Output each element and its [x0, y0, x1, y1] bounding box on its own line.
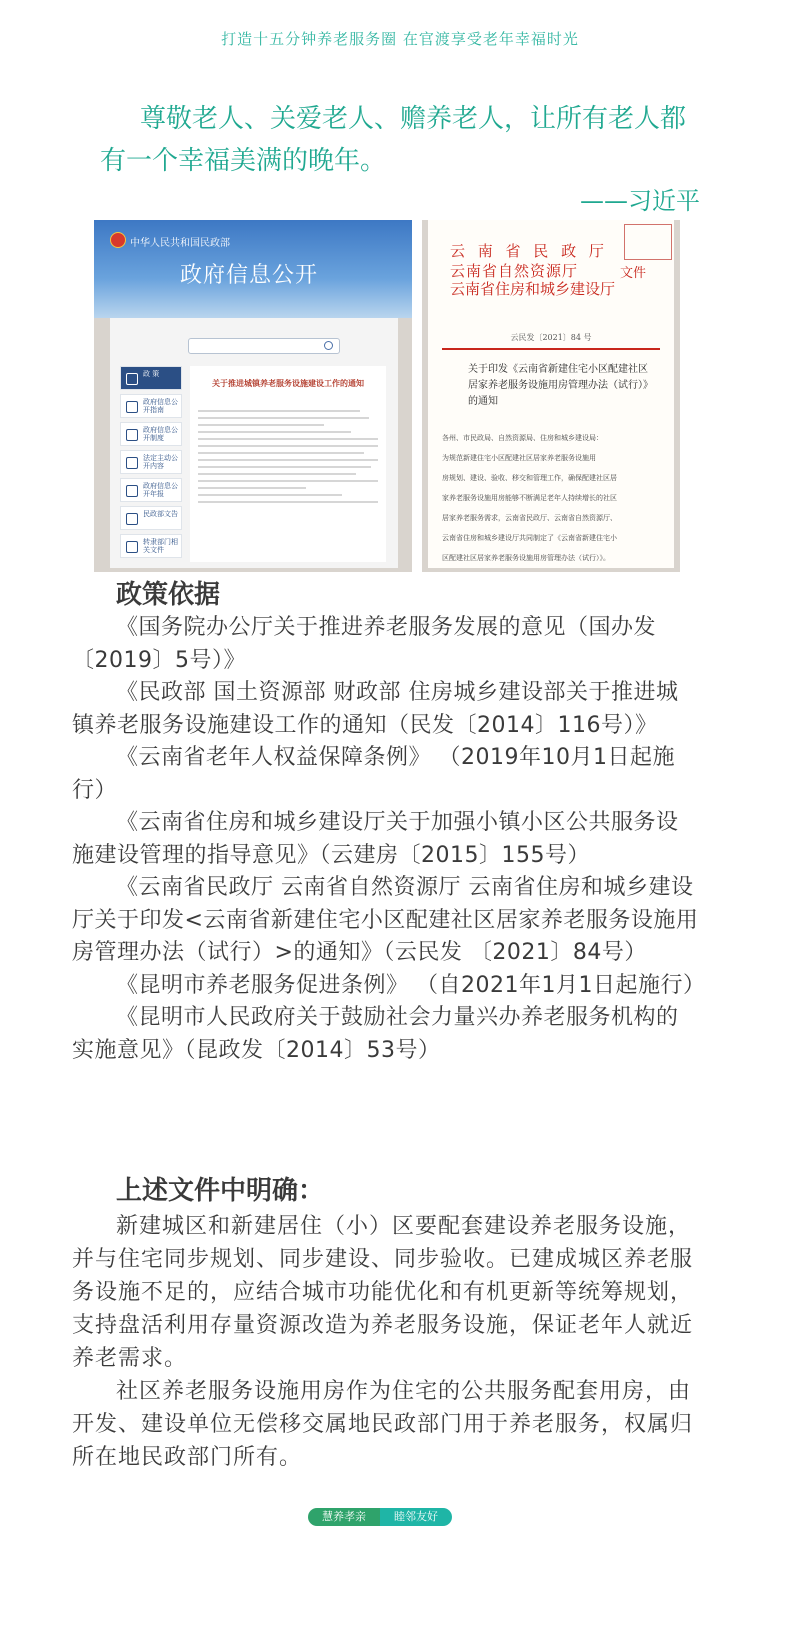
- document-line: 为规范新建住宅小区配建社区居家养老服务设施用: [442, 454, 596, 462]
- document-sheet: [428, 220, 674, 568]
- portal-nav: [120, 366, 182, 562]
- policy-item: 《国务院办公厅关于推进养老服务发展的意见（国办发〔2019〕5号）》: [72, 615, 657, 673]
- nav-item: 民政部文告: [120, 506, 182, 530]
- nav-item: 政府信息公开指南: [120, 394, 182, 418]
- document-line: 家养老服务设施用房能够不断满足老年人持续增长的社区: [442, 494, 617, 502]
- footer-tag: 睦邻友好: [380, 1508, 452, 1526]
- folder-icon: [126, 457, 138, 469]
- nav-item: 政府信息公开制度: [120, 422, 182, 446]
- portal-panel: [110, 318, 398, 568]
- footer-tag: 慧养孝亲: [308, 1508, 380, 1526]
- document-line: 云南省住房和城乡建设厅共同制定了《云南省新建住宅小: [442, 534, 617, 542]
- national-emblem-icon: [110, 232, 126, 248]
- document-body: [442, 428, 662, 568]
- article-title: 关于推进城镇养老服务设施建设工作的通知: [212, 379, 364, 388]
- quote-block: [100, 98, 700, 215]
- document-line: 各州、市民政局、自然资源局、住房和城乡建设局：: [442, 434, 603, 442]
- portal-search-box: [188, 338, 340, 354]
- explain-paragraph: 新建城区和新建居住（小）区要配套建设养老服务设施，并与住宅同步规划、同步建设、同步验收。已建成城区养老服务设施不足的，应结合城市功能优化和有机更新等统筹规划，支持盘活利用存量资源改造为养老服务设施，保证老年人就近养老需求。: [72, 1214, 694, 1371]
- quote-text: 尊敬老人、关爱老人、赡养老人，让所有老人都有一个幸福美满的晚年。: [100, 104, 687, 176]
- header-slogan: 打造十五分钟养老服务圈 在官渡享受老年幸福时光: [221, 30, 579, 48]
- provincial-document-image: [422, 220, 680, 572]
- policy-item: 《云南省住房和城乡建设厅关于加强小镇小区公共服务设施建设管理的指导意见》（云建房〔2015〕155号）: [72, 810, 679, 868]
- agency-line: 云 南 省 民 政 厅: [450, 242, 608, 260]
- article-text-lines: [198, 410, 378, 508]
- nav-item: 政府信息公开年报: [120, 478, 182, 502]
- ministry-name: 中华人民共和国民政部: [130, 238, 230, 249]
- policy-item: 《昆明市养老服务促进条例》 （自2021年1月1日起施行）: [116, 972, 706, 998]
- policy-item: 《民政部 国土资源部 财政部 住房城乡建设部关于推进城镇养老服务设施建设工作的通知（民发〔2014〕116号）》: [72, 680, 679, 738]
- search-icon: [324, 341, 333, 350]
- nav-item: 法定主动公开内容: [120, 450, 182, 474]
- document-icon: [126, 373, 138, 385]
- document-line: 区配建社区居家养老服务设施用房管理办法（试行）》。: [442, 554, 610, 562]
- document-line: 房规划、建设、验收、移交和管理工作，确保配建社区居: [442, 474, 617, 482]
- notice-icon: [126, 513, 138, 525]
- portal-title: 政府信息公开: [180, 263, 319, 288]
- nav-item: 转隶部门相关文件: [120, 534, 182, 558]
- document-line: 居家养老服务需求，云南省民政厅、云南省自然资源厅、: [442, 514, 617, 522]
- nav-item: 政 策: [120, 366, 182, 390]
- explain-paragraph: 社区养老服务设施用房作为住宅的公共服务配套用房，由开发、建设单位无偿移交属地民政部门用于养老服务，权属归所在地民政部门所有。: [72, 1379, 694, 1470]
- ministry-portal-screenshot: [94, 220, 412, 572]
- received-stamp: [624, 224, 672, 260]
- footer-tags: [308, 1508, 452, 1526]
- red-divider: [442, 348, 660, 350]
- document-number: 云民发〔2021〕84 号: [510, 333, 592, 342]
- portal-article: [190, 366, 386, 562]
- document-title: 关于印发《云南省新建住宅小区配建社区居家养老服务设施用房管理办法（试行）》的通知: [468, 364, 648, 407]
- policy-heading: 政策依据: [116, 580, 221, 610]
- agency-line: 云南省自然资源厅: [450, 262, 579, 280]
- agency-line: 云南省住房和城乡建设厅: [450, 280, 616, 298]
- document-label: 文件: [620, 266, 647, 281]
- explain-heading: 上述文件中明确：: [116, 1176, 325, 1206]
- policy-list: [72, 612, 706, 1067]
- quote-author: ——习近平: [580, 187, 700, 215]
- list-icon: [126, 429, 138, 441]
- file-icon: [126, 541, 138, 553]
- policy-item: 《云南省老年人权益保障条例》 （2019年10月1日起施行）: [72, 745, 675, 803]
- explain-body: [72, 1210, 700, 1474]
- policy-item: 《云南省民政厅 云南省自然资源厅 云南省住房和城乡建设厅关于印发<云南省新建住宅小区配建社区居家养老服务设施用房管理办法（试行）>的通知》（云民发 〔2021〕84号）: [72, 875, 699, 965]
- compass-icon: [126, 401, 138, 413]
- report-icon: [126, 485, 138, 497]
- policy-item: 《昆明市人民政府关于鼓励社会力量兴办养老服务机构的实施意见》（昆政发〔2014〕53号）: [72, 1005, 679, 1063]
